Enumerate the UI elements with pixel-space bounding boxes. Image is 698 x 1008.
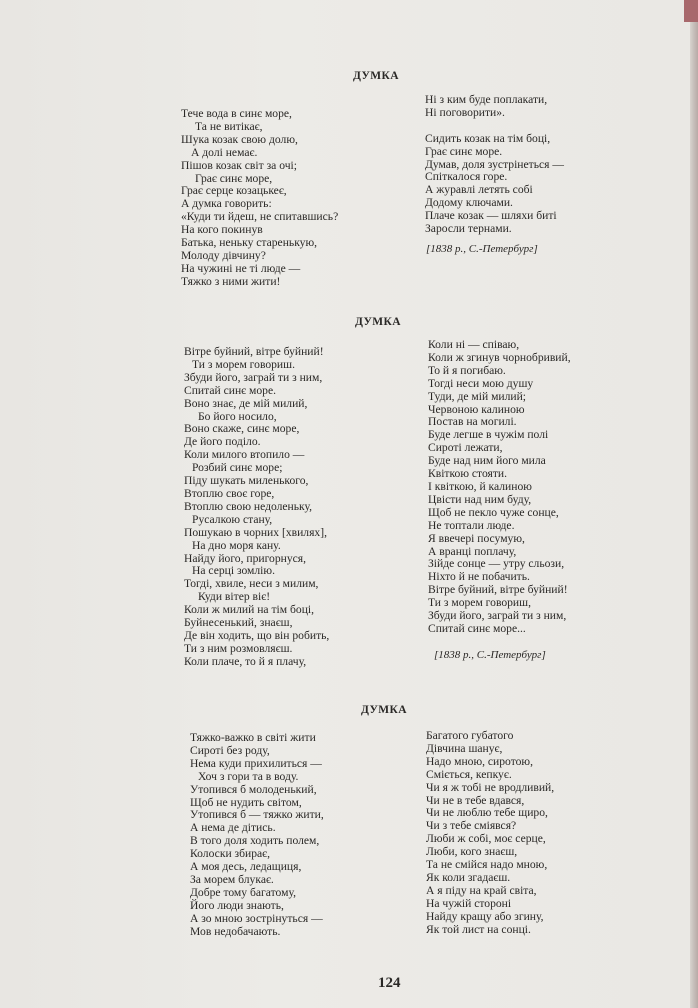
book-cover-corner — [684, 0, 698, 22]
verse-line — [425, 120, 564, 133]
verse-line: Плаче козак — шляхи биті — [425, 209, 557, 223]
verse-line: Коли ж згинув чорнобривий, — [428, 350, 571, 364]
verse-line: Ти з ним розмовляєш. — [184, 641, 293, 655]
verse-line: Буде над ним його мила — [428, 454, 546, 468]
verse-line: Люби ж собі, моє серце, — [426, 832, 546, 846]
verse-line: Де він ходить, що він робить, — [184, 628, 330, 642]
verse-line: Бо його носило, — [198, 409, 277, 423]
verse-line: Грає серце козацькеє, — [181, 184, 287, 198]
verse-line: А журавлі летять собі — [425, 183, 533, 197]
verse-line: Найду кращу або згину, — [426, 909, 544, 923]
verse-line: Ні поговорити». — [425, 105, 505, 119]
verse-line: Де його поділо. — [184, 435, 261, 449]
verse-line: На серці зомлію. — [192, 564, 275, 578]
verse-line: Сидить козак на тім боці, — [425, 131, 551, 145]
verse-line: А думка говорить: — [181, 197, 272, 211]
verse-line: Як коли згадаєш. — [426, 870, 511, 884]
verse-line: Чи я ж тобі не вродливий, — [426, 780, 555, 794]
verse-line: Мов недобачають. — [190, 924, 281, 938]
verse-line: Добре тому багатому, — [190, 885, 296, 899]
poem-1-right-column — [425, 94, 564, 236]
verse-line: Надо мною, сиротою, — [426, 754, 533, 768]
verse-line: Щоб не нудить світом, — [190, 795, 302, 809]
verse-line: А долі немає. — [191, 145, 258, 159]
verse-line: Батька, неньку старенькую, — [181, 236, 318, 250]
verse-line: Розбий синє море; — [192, 461, 283, 475]
verse-line: Молоду дівчину? — [181, 248, 266, 262]
verse-line: Зійде сонце — утру сльози, — [428, 557, 565, 571]
verse-line: Русалкою стану, — [192, 512, 273, 526]
verse-line: Як той лист на сонці. — [426, 922, 531, 936]
verse-line: Куди вітер віє! — [198, 590, 271, 604]
verse-line: Його люди знають, — [190, 898, 284, 912]
verse-line: Люби, кого знаєш, — [426, 845, 518, 859]
verse-line: Чи з тебе сміявся? — [426, 819, 517, 833]
verse-line: Додому ключами. — [425, 196, 513, 210]
poem-3-left-column — [190, 732, 324, 939]
poem-3-title: ДУМКА — [361, 704, 407, 716]
verse-line: Та не витікає, — [195, 119, 263, 133]
verse-line: Воно знає, де мій милий, — [184, 396, 308, 410]
verse-line: На чужині не ті люде — — [181, 261, 301, 275]
verse-line: Сміється, кепкує. — [426, 767, 512, 781]
verse-line: Спіткалося горе. — [425, 170, 508, 184]
verse-line: Коли ж милий на тім боці, — [184, 603, 315, 617]
page-number: 124 — [378, 975, 401, 991]
verse-line: Втоплю своє горе, — [184, 486, 275, 500]
verse-line: Ніхто й не побачить. — [428, 570, 530, 584]
verse-line: Сироті лежати, — [428, 441, 503, 455]
poem-2-right-column — [428, 339, 571, 636]
verse-line: Збуди його, заграй ти з ним, — [428, 609, 567, 623]
verse-line: Квіткою стояти. — [428, 467, 508, 481]
verse-line: Ти з морем говориш. — [192, 357, 295, 371]
verse-line: А я піду на край світа, — [426, 883, 537, 897]
verse-line: Вітре буйний, вітре буйний! — [428, 583, 568, 597]
verse-line: А нема де дітись. — [190, 821, 276, 835]
verse-line: Коли милого втопило — — [184, 448, 305, 462]
poem-1-left-column — [181, 108, 338, 289]
page-edge — [690, 0, 698, 1008]
verse-line: За морем блукає. — [190, 872, 274, 886]
verse-line: Хоч з гори та в воду. — [198, 769, 299, 783]
verse-line: То й я погибаю. — [428, 363, 506, 377]
verse-line: Сироті без роду, — [190, 743, 270, 757]
verse-line: Заросли тернами. — [425, 222, 512, 236]
verse-line: Щоб не пекло чуже сонце, — [428, 505, 559, 519]
poem-2-left-column — [184, 346, 329, 669]
verse-line: А зо мною зострінуться — — [190, 911, 323, 925]
verse-line: На кого покинув — [181, 223, 263, 237]
poem-2-dateline: [1838 р., С.-Петербург] — [434, 649, 546, 661]
verse-line: Найду його, пригорнуся, — [184, 551, 307, 565]
verse-line: Спитай синє море. — [184, 383, 277, 397]
verse-line: Та не смійся надо мною, — [426, 858, 548, 872]
verse-line: Постав на могилі. — [428, 415, 517, 429]
poem-1-dateline: [1838 р., С.-Петербург] — [426, 243, 538, 255]
verse-line: Тяжко з ними жити! — [181, 274, 281, 288]
verse-line: А моя десь, ледащиця, — [190, 860, 302, 874]
verse-line: Думав, доля зустрінеться — — [425, 157, 564, 171]
verse-line: Чи не люблю тебе щиро, — [426, 806, 548, 820]
verse-line: Тогді, хвиле, неси з милим, — [184, 577, 319, 591]
verse-line: Спитай синє море... — [428, 621, 526, 635]
verse-line: На чужій стороні — [426, 896, 512, 910]
verse-line: В того доля ходить полем, — [190, 834, 320, 848]
verse-line: Воно скаже, синє море, — [184, 422, 300, 436]
verse-line: І квіткою, й калиною — [428, 479, 532, 493]
verse-line: Вітре буйний, вітре буйний! — [184, 345, 324, 358]
verse-line: Пошукаю в чорних [хвилях], — [184, 525, 327, 539]
verse-line: Тече вода в синє море, — [181, 107, 292, 120]
verse-line: Пішов козак світ за очі; — [181, 158, 297, 172]
poem-3-right-column — [426, 730, 554, 937]
verse-line: Цвісти над ним буду, — [428, 492, 532, 506]
verse-line: Тогді неси мою душу — [428, 376, 534, 390]
verse-line: Я ввечері посумую, — [428, 531, 525, 545]
verse-line: Утопився б — тяжко жити, — [190, 808, 324, 822]
verse-line: Збуди його, заграй ти з ним, — [184, 370, 323, 384]
verse-line: Шука козак свою долю, — [181, 132, 298, 146]
verse-line: Ти з морем говориш, — [428, 596, 531, 610]
verse-line: Грає синє море. — [425, 144, 503, 158]
verse-line: Туди, де мій милий; — [428, 389, 527, 403]
verse-line: Тяжко-важко в світі жити — [190, 731, 316, 744]
verse-line: Дівчина шанує, — [426, 741, 503, 755]
verse-line: Колоски збирає, — [190, 847, 271, 861]
verse-line: Не топтали люде. — [428, 518, 515, 532]
verse-line: Коли ні — співаю, — [428, 338, 520, 351]
verse-line: Грає синє море, — [195, 171, 273, 185]
poem-2-title: ДУМКА — [355, 316, 401, 328]
verse-line: Нема куди прихилиться — — [190, 756, 322, 770]
verse-line: Втоплю свою недоленьку, — [184, 499, 313, 513]
poem-1-title: ДУМКА — [353, 70, 399, 82]
verse-line: Багатого губатого — [426, 729, 514, 742]
verse-line: Коли плаче, то й я плачу, — [184, 654, 307, 668]
verse-line: На дно моря кану. — [192, 538, 281, 552]
verse-line: А вранці поплачу, — [428, 544, 517, 558]
verse-line: Піду шукать миленького, — [184, 474, 309, 488]
verse-line: Буйнесенький, знаєш, — [184, 616, 293, 630]
verse-line: Утопився б молоденький, — [190, 782, 317, 796]
verse-line: Чи не в тебе вдався, — [426, 793, 525, 807]
verse-line: Ні з ким буде поплакати, — [425, 93, 548, 106]
verse-line: Червоною калиною — [428, 402, 525, 416]
verse-line: «Куди ти йдеш, не спитавшись? — [181, 210, 339, 224]
verse-line: Буде легше в чужім полі — [428, 428, 549, 442]
